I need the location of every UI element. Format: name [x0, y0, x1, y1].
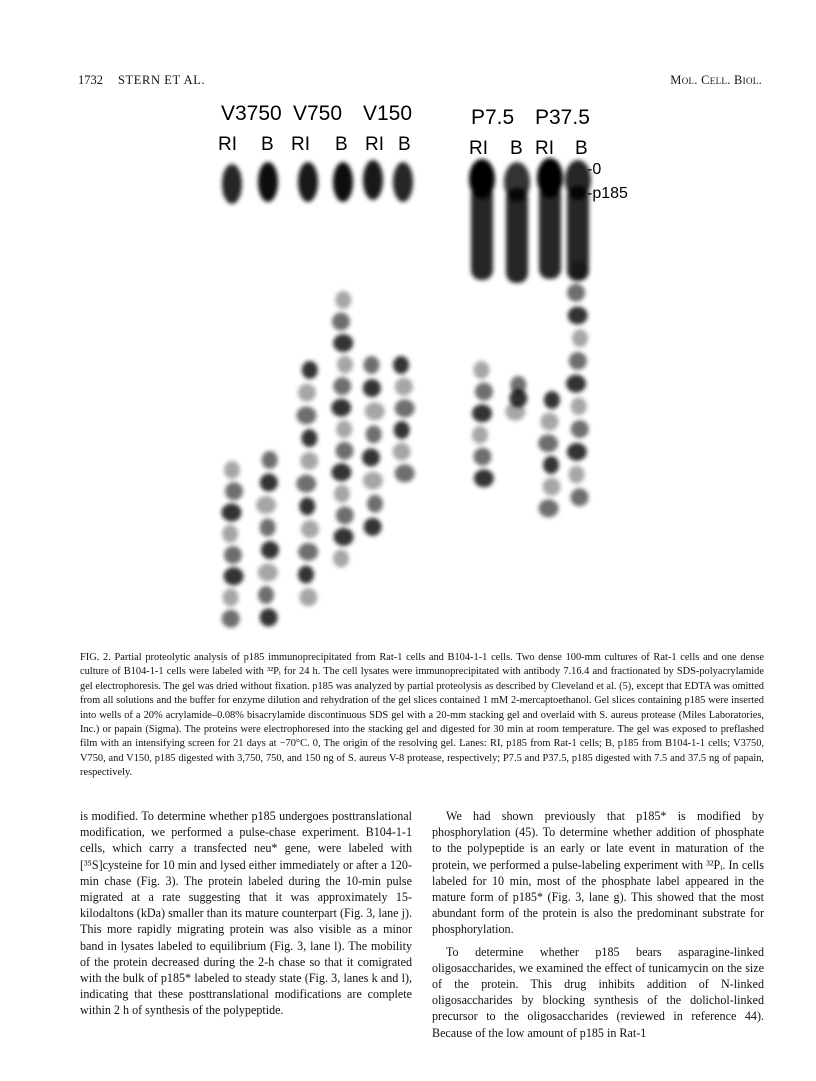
gel-fragment-band: [336, 420, 352, 438]
gel-fragment-band: [260, 519, 276, 537]
gel-fragment-band: [472, 404, 492, 422]
gel-fragment-band: [567, 443, 587, 461]
gel-smear: [539, 184, 561, 279]
gel-fragment-band: [262, 451, 278, 469]
gel-fragment-band: [568, 306, 588, 324]
gel-fragment-band: [333, 377, 351, 395]
gel-fragment-band: [363, 472, 383, 490]
gel-fragment-band: [363, 356, 379, 374]
gel-fragment-band: [364, 518, 382, 536]
gel-fragment-band: [333, 549, 349, 567]
gel-smear: [506, 188, 528, 283]
gel-fragment-band: [571, 397, 587, 415]
gel-fragment-band: [393, 356, 409, 374]
gel-fragment-band: [300, 452, 318, 470]
gel-fragment-band: [474, 469, 494, 487]
gel-fragment-band: [223, 589, 239, 607]
lane-label: RI: [365, 134, 384, 155]
lane-label: RI: [218, 134, 237, 155]
gel-fragment-band: [224, 546, 242, 564]
gel-fragment-band: [366, 425, 382, 443]
gel-fragment-band: [569, 352, 587, 370]
gel-band-origin: [393, 162, 413, 202]
gel-fragment-band: [331, 463, 351, 481]
gel-fragment-band: [540, 413, 558, 431]
gel-band-origin: [298, 162, 318, 202]
gel-fragment-band: [362, 449, 380, 467]
gel-fragment-band: [225, 482, 243, 500]
figure-caption: FIG. 2. Partial proteolytic analysis of p185 immunoprecipitated from Rat-1 cells and B104-1-1 cells. Two dense 100-mm cultures of Rat-1 cells and one dense culture of B104-1-1 cells were labeled with ³²Pᵢ for 24 h. The cell lysates were immunoprecipitated with antibody 7.16.4 and fractionated by SDS-polyacrylamide gel electrophoresis. The gel was dried without fixation. p185 was analyzed by partial proteolysis as described by Cleveland et al. (5), except that EDTA was omitted from all solutions and the buffer for enzyme dilution and rehydration of the gel slices contained 1 mM 2-mercaptoethanol. Gel slices containing p185 were inserted into wells of a 20% acrylamide–0.08% bisacrylamide discontinuous SDS gel with a 20-mm stacking gel and overlaid with S. aureus protease (Miles Laboratories, Inc.) or papain (Sigma). The proteins were electrophoresed into the stacking gel and digested for 30 min at room temperature. The gel was exposed to preflashed film with an intensifying screen for 21 days at −70°C. 0, The origin of the resolving gel. Lanes: RI, p185 from Rat-1 cells; B, p185 from B104-1-1 cells; V3750, V750, and V150, p185 digested with 3,750, 750, and 150 ng of S. aureus V-8 protease, respectively; P7.5 and P37.5, p185 digested with 7.5 and 37.5 ng of papain, respectively.: [80, 652, 764, 779]
gel-fragment-band: [566, 375, 586, 393]
gel-fragment-band: [331, 399, 351, 417]
running-authors: STERN ET AL.: [118, 73, 206, 87]
gel-fragment-band: [334, 485, 350, 503]
gel-fragment-band: [569, 466, 585, 484]
gel-fragment-band: [572, 329, 588, 347]
journal-name: Mol. Cell. Biol.: [670, 73, 762, 87]
gel-fragment-band: [472, 426, 488, 444]
gel-fragment-band: [571, 261, 587, 279]
gel-fragment-band: [367, 495, 383, 513]
gel-fragment-band: [298, 543, 318, 561]
gel-fragment-band: [260, 609, 278, 627]
paragraph: We had shown previously that p185* is modified by phosphorylation (45). To determine whether addition of phosphate to the polypeptide is an early or late event in maturation of the protein, we performed a pulse-labeling experiment with ³²Pᵢ. In cells labeled for 10 min, most of the phosphate label appeared in the mature form of p185* (Fig. 3, lane g). This showed that the most abundant form of the protein is also the predominant substrate for phosphorylation.: [432, 809, 764, 937]
gel-fragment-band: [296, 475, 316, 493]
group-label-v3750: V3750: [221, 102, 282, 125]
gel-fragment-band: [301, 520, 319, 538]
gel-fragment-band: [473, 448, 491, 466]
gel-fragment-band: [543, 478, 561, 496]
gel-fragment-band: [539, 499, 559, 517]
gel-fragment-band: [394, 421, 410, 439]
gel-fragment-band: [298, 384, 316, 402]
gel-fragment-band: [299, 588, 317, 606]
gel-fragment-band: [258, 586, 274, 604]
group-label-p7-5: P7.5: [471, 106, 515, 129]
page-number: 1732: [78, 73, 103, 87]
gel-band-origin: [363, 160, 383, 200]
gel-fragment-band: [505, 403, 525, 421]
gel-fragment-band: [221, 504, 241, 522]
gel-fragment-band: [395, 464, 415, 482]
gel-fragment-band: [224, 461, 240, 479]
origin-marker: -0: [587, 161, 602, 178]
gel-smear: [471, 185, 493, 280]
group-label-v150: V150: [363, 102, 413, 125]
gel-fragment-band: [363, 379, 381, 397]
gel-fragment-band: [332, 313, 350, 331]
gel-fragment-band: [334, 528, 354, 546]
gel-fragment-band: [256, 496, 276, 514]
lane-label: RI: [291, 134, 310, 155]
gel-band-origin: [222, 164, 242, 204]
gel-fragment-band: [333, 334, 353, 352]
gel-band-origin: [333, 162, 353, 202]
gel-fragment-band: [571, 488, 589, 506]
lane-label: B: [398, 134, 411, 155]
lane-label: B: [261, 134, 274, 155]
autoradiograph-image: [205, 100, 605, 645]
gel-fragment-band: [365, 402, 385, 420]
gel-fragment-band: [475, 383, 493, 401]
gel-fragment-band: [393, 443, 411, 461]
gel-fragment-band: [301, 429, 317, 447]
gel-fragment-band: [567, 284, 585, 302]
lane-label: RI: [535, 138, 554, 159]
gel-fragment-band: [260, 474, 278, 492]
gel-fragment-band: [473, 361, 489, 379]
gel-fragment-band: [335, 291, 351, 309]
gel-fragment-band: [261, 541, 279, 559]
gel-figure: [205, 100, 628, 645]
lane-label: RI: [469, 138, 488, 159]
gel-fragment-band: [395, 399, 415, 417]
gel-fragment-band: [337, 356, 353, 374]
paragraph: is modified. To determine whether p185 undergoes posttranslational modification, we performed a pulse-chase experiment. B104-1-1 cells, which carry a transfected neu* gene, were labeled with [³⁵S]cysteine for 10 min and lysed either immediately or after a 120-min chase (Fig. 3). The protein labeled during the 10-min pulse migrated at a rate suggesting that it was approximately 15-kilodaltons (kDa) smaller than its mature counterpart (Fig. 3, lane j). This more rapidly migrating protein was also visible as a minor band in lysates labeled to equilibrium (Fig. 3, lane l). The mobility of the protein decreased during the 2-h chase so that it comigrated with the bulk of p185* labeled to steady state (Fig. 3, lanes k and l), indicating that these posttranslational modifications are complete within 2 h of synthesis of the polypeptide.: [80, 809, 412, 1018]
gel-fragment-band: [395, 378, 413, 396]
group-label-v750: V750: [293, 102, 343, 125]
gel-band-origin: [258, 162, 278, 202]
gel-fragment-band: [336, 506, 354, 524]
gel-fragment-band: [222, 610, 240, 628]
right-column: [432, 808, 764, 1047]
gel-fragment-band: [571, 420, 589, 438]
lane-label: B: [335, 134, 348, 155]
gel-fragment-band: [222, 525, 238, 543]
gel-fragment-band: [538, 434, 558, 452]
gel-fragment-band: [544, 391, 560, 409]
group-label-p37-5: P37.5: [535, 106, 590, 129]
gel-fragment-band: [298, 566, 314, 584]
left-column: [80, 808, 412, 1025]
lane-label: B: [510, 138, 523, 159]
page-header: [78, 73, 762, 93]
gel-fragment-band: [258, 564, 278, 582]
gel-fragment-band: [296, 406, 316, 424]
gel-fragment-band: [302, 361, 318, 379]
gel-fragment-band: [224, 567, 244, 585]
p185-marker: -p185: [587, 185, 628, 202]
gel-fragment-band: [299, 497, 315, 515]
paragraph: To determine whether p185 bears asparagine-linked oligosaccharides, we examined the effect of tunicamycin on the size of the protein. This drug inhibits addition of N-linked oligosaccharides by blocking synthesis of the dolichol-linked precursor to the oligosaccharides (reviewed in reference 44). Because of the low amount of p185 in Rat-1: [432, 944, 764, 1040]
lane-label: B: [575, 138, 588, 159]
gel-fragment-band: [543, 456, 559, 474]
gel-fragment-band: [335, 442, 353, 460]
